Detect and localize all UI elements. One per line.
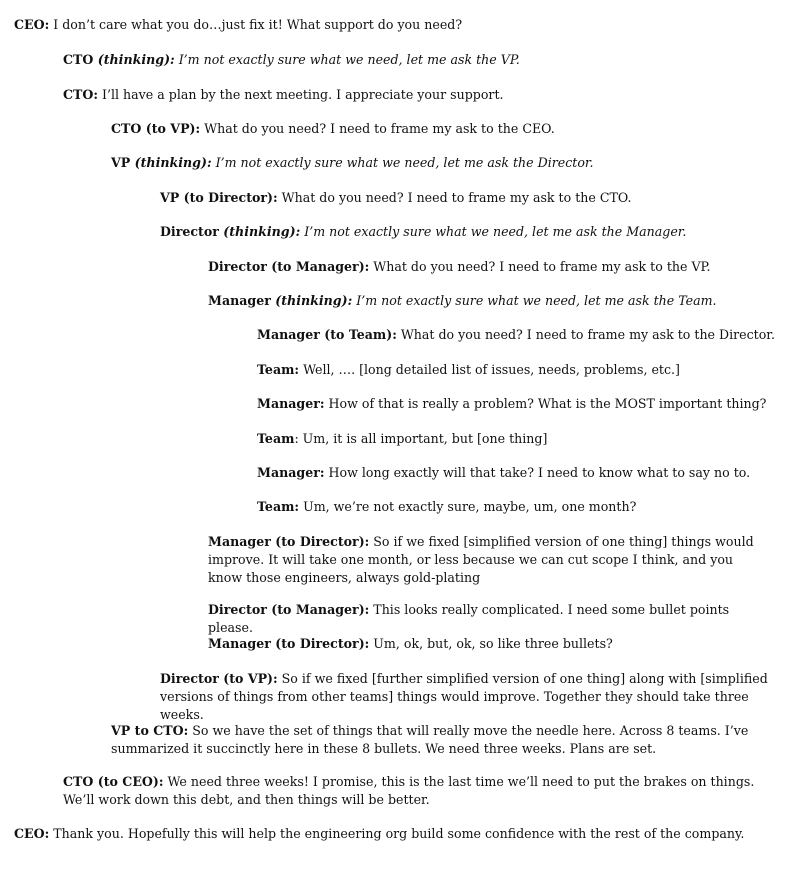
speaker-aside: (thinking): — [134, 155, 212, 170]
speaker-label: Manager (to Director): — [208, 534, 370, 549]
dialogue-line-team-one-month — [257, 498, 788, 516]
line-text: I’ll have a plan by the next meeting. I appreciate your support. — [98, 87, 504, 102]
speaker-aside: (thinking): — [223, 224, 301, 239]
line-text: What do you need? I need to frame my ask to the Director. — [396, 327, 775, 342]
dialogue-line-director-thinking — [160, 223, 788, 241]
dialogue-line-vp-to-director — [160, 189, 788, 207]
line-text: How long exactly will that take? I need to know what to say no to. — [324, 465, 751, 480]
dialogue-line-cto-thinking — [63, 51, 788, 69]
speaker-label: Manager: — [257, 396, 325, 411]
speaker-name: Director — [160, 224, 224, 239]
speaker-label — [63, 52, 175, 67]
speaker-name: Manager — [208, 293, 276, 308]
speaker-label: Team: — [257, 499, 300, 514]
speaker-label: VP (to Director): — [160, 190, 278, 205]
dialogue-line-manager-how-long — [257, 464, 788, 482]
speaker-label: Manager (to Director): — [208, 636, 370, 651]
dialogue-line-ceo-2 — [14, 825, 788, 843]
speaker-label: VP to CTO: — [111, 723, 189, 738]
speaker-aside: (thinking): — [275, 293, 353, 308]
line-text: I’m not exactly sure what we need, let me ask the Manager. — [300, 224, 687, 239]
line-text: I’m not exactly sure what we need, let me ask the Team. — [352, 293, 717, 308]
dialogue-line-cto-plan — [63, 86, 788, 104]
line-text: What do you need? I need to frame my ask to the CTO. — [277, 190, 632, 205]
dialogue-line-manager-thinking — [208, 292, 770, 310]
speaker-label — [208, 293, 352, 308]
line-text: So if we fixed [further simplified version of one thing] along with [simplified versions of things from other teams] things would improve. Together they should take three weeks. — [160, 671, 768, 722]
line-text: I don’t care what you do…just fix it! What support do you need? — [49, 17, 463, 32]
dialogue-line-director-to-manager-bullets — [208, 601, 770, 637]
line-text: What do you need? I need to frame my ask to the VP. — [369, 259, 711, 274]
dialogue-line-vp-to-cto — [111, 722, 788, 758]
speaker-label: Team: — [257, 362, 300, 377]
line-text: Um, we’re not exactly sure, maybe, um, one month? — [299, 499, 637, 514]
speaker-label — [111, 155, 212, 170]
dialogue-line-team-one-thing — [257, 430, 788, 448]
speaker-label: CTO (to CEO): — [63, 774, 164, 789]
speaker-label: CEO: — [14, 17, 50, 32]
line-text: I’m not exactly sure what we need, let me ask the VP. — [174, 52, 520, 67]
line-text: So we have the set of things that will really move the needle here. Across 8 teams. I’ve summarized it succinctly here in these 8 bullets. We need three weeks. Plans are set. — [111, 723, 749, 756]
speaker-label: Manager (to Team): — [257, 327, 397, 342]
line-text: So if we fixed [simplified version of one thing] things would improve. It will take one month, or less because we can cut scope I think, and you know those engineers, always gold-plating — [208, 534, 754, 585]
dialogue-line-manager-to-team — [257, 326, 788, 344]
speaker-aside: (thinking): — [97, 52, 175, 67]
dialogue-line-manager-to-director-1 — [208, 533, 770, 587]
speaker-label: Director (to Manager): — [208, 259, 370, 274]
speaker-label: Team — [257, 431, 295, 446]
dialogue-line-manager-most-important — [257, 395, 788, 413]
speaker-label: Manager: — [257, 465, 325, 480]
speaker-label — [160, 224, 300, 239]
speaker-label: CEO: — [14, 826, 50, 841]
dialogue-line-vp-thinking — [111, 154, 788, 172]
dialogue-line-ceo-1 — [14, 16, 788, 34]
line-text: : Um, it is all important, but [one thing] — [294, 431, 548, 446]
line-text: This looks really complicated. I need some bullet points please. — [208, 602, 730, 635]
line-text: Um, ok, but, ok, so like three bullets? — [369, 636, 613, 651]
line-text: Thank you. Hopefully this will help the engineering org build some confidence with the rest of the company. — [49, 826, 745, 841]
dialogue-line-director-to-vp — [160, 670, 788, 724]
speaker-label: Director (to Manager): — [208, 602, 370, 617]
line-text: I’m not exactly sure what we need, let me ask the Director. — [211, 155, 594, 170]
speaker-label: Director (to VP): — [160, 671, 278, 686]
speaker-name: VP — [111, 155, 135, 170]
dialogue-line-director-to-manager — [208, 258, 770, 276]
dialogue-line-manager-to-director-2 — [208, 635, 770, 653]
dialogue-line-team-list — [257, 361, 788, 379]
line-text: We need three weeks! I promise, this is the last time we’ll need to put the brakes on things. We’ll work down this debt, and then things will be better. — [63, 774, 755, 807]
line-text: How of that is really a problem? What is the MOST important thing? — [324, 396, 767, 411]
dialogue-line-cto-to-ceo — [63, 773, 788, 809]
speaker-name: CTO — [63, 52, 98, 67]
speaker-label: CTO: — [63, 87, 99, 102]
line-text: Well, …. [long detailed list of issues, needs, problems, etc.] — [299, 362, 680, 377]
speaker-label: CTO (to VP): — [111, 121, 201, 136]
line-text: What do you need? I need to frame my ask to the CEO. — [200, 121, 555, 136]
dialogue-line-cto-to-vp — [111, 120, 788, 138]
